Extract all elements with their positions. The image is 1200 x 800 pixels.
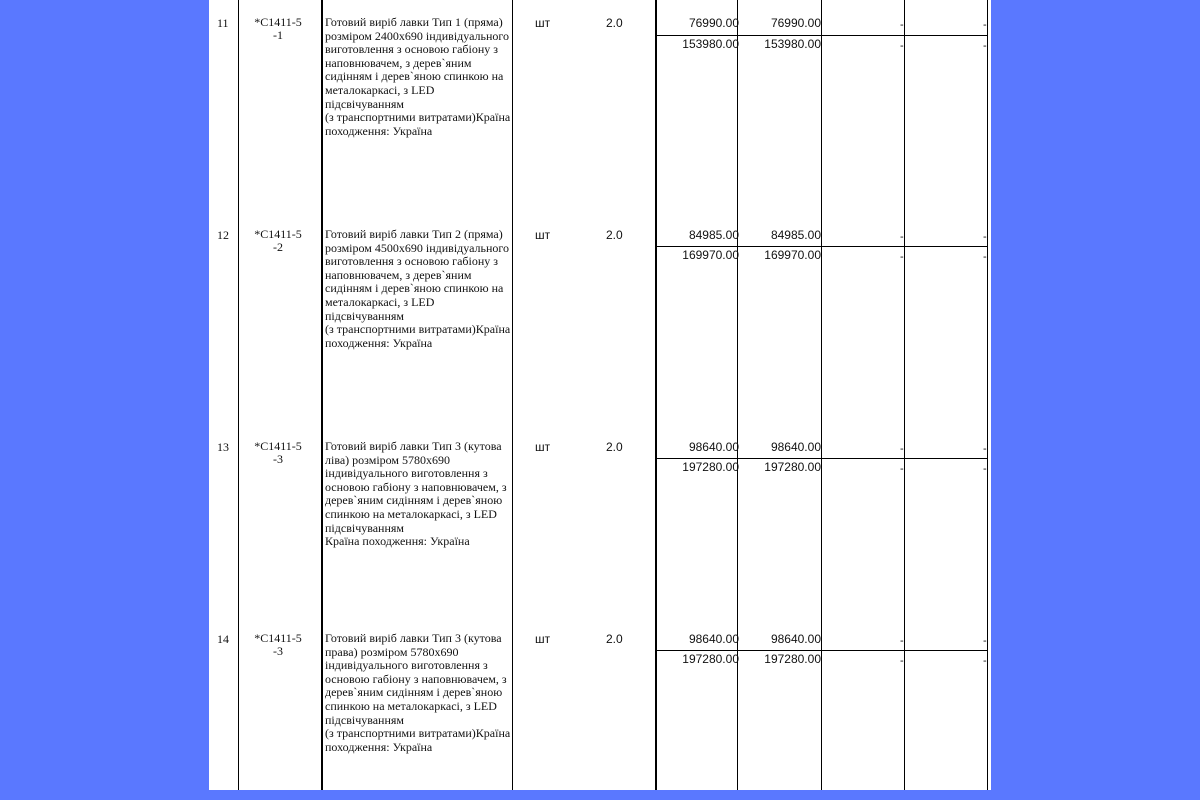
- row-number: 13: [217, 440, 229, 454]
- total-sum: 197280.00: [682, 460, 739, 474]
- total-sum: 169970.00: [682, 248, 739, 262]
- item-description: Готовий виріб лавки Тип 2 (пряма) розміром 4500х690 індивідуального виготовлення з основою габіону з наповнювачем, з дерев`яним сидінням і дерев`яною спинкою на металокаркасі, з LED підсвічуванням (з транспортними витратами)Країна походження: Україна: [325, 227, 511, 350]
- total-sum: 153980.00: [682, 37, 739, 51]
- unit-label: шт: [535, 16, 551, 30]
- price-split-line: [655, 35, 987, 36]
- total-sum: 197280.00: [682, 652, 739, 666]
- empty-value-dash: -: [983, 251, 987, 263]
- unit-price: 98640.00: [688, 440, 739, 454]
- unit-price-vat: 76990.00: [770, 16, 821, 30]
- column-rule: [904, 0, 905, 790]
- empty-value-dash: -: [900, 40, 904, 52]
- item-description: Готовий виріб лавки Тип 1 (пряма) розміром 2400х690 індивідуального виготовлення з основою габіону з наповнювачем, з дерев`яним сидінням і дерев`яною спинкою на металокаркасі, з LED підсвічуванням (з транспортними витратами)Країна походження: Україна: [325, 15, 511, 138]
- empty-value-dash: -: [983, 40, 987, 52]
- empty-value-dash: -: [983, 19, 987, 31]
- unit-price-vat: 98640.00: [770, 440, 821, 454]
- quantity: 2.0: [606, 632, 623, 646]
- empty-value-dash: -: [900, 19, 904, 31]
- unit-price: 84985.00: [688, 228, 739, 242]
- unit-price: 76990.00: [688, 16, 739, 30]
- total-sum-vat: 169970.00: [764, 248, 821, 262]
- item-description: Готовий виріб лавки Тип 3 (кутова права) розміром 5780х690 індивідуального виготовлення з основою габіону з наповнювачем, з дерев`яним сидінням і дерев`яною спинкою на металокаркасі, з LED підсвічуванням (з транспортними витратами)Країна походження: Україна: [325, 631, 511, 754]
- row-number: 12: [217, 228, 229, 242]
- empty-value-dash: -: [983, 635, 987, 647]
- total-sum-vat: 197280.00: [764, 460, 821, 474]
- empty-value-dash: -: [900, 231, 904, 243]
- empty-value-dash: -: [900, 443, 904, 455]
- price-split-line: [655, 650, 987, 651]
- column-rule: [321, 0, 323, 790]
- unit-label: шт: [535, 440, 551, 454]
- quantity: 2.0: [606, 16, 623, 30]
- price-split-line: [655, 246, 987, 247]
- unit-price: 98640.00: [688, 632, 739, 646]
- empty-value-dash: -: [983, 231, 987, 243]
- scanned-document-page: [209, 0, 991, 790]
- column-rule: [821, 0, 822, 790]
- empty-value-dash: -: [900, 655, 904, 667]
- empty-value-dash: -: [900, 251, 904, 263]
- price-split-line: [655, 458, 987, 459]
- unit-label: шт: [535, 228, 551, 242]
- total-sum-vat: 153980.00: [764, 37, 821, 51]
- item-code: *C1411-5 -2: [254, 227, 302, 254]
- unit-label: шт: [535, 632, 551, 646]
- empty-value-dash: -: [983, 655, 987, 667]
- empty-value-dash: -: [900, 635, 904, 647]
- empty-value-dash: -: [983, 463, 987, 475]
- item-description: Готовий виріб лавки Тип 3 (кутова ліва) розміром 5780х690 індивідуального виготовлення з основою габіону з наповнювачем, з дерев`яним сидінням і дерев`яною спинкою на металокаркасі, з LED підсвічуванням Країна походження: Україна: [325, 439, 507, 549]
- empty-value-dash: -: [983, 443, 987, 455]
- row-number: 11: [217, 16, 229, 30]
- unit-price-vat: 84985.00: [770, 228, 821, 242]
- item-code: *C1411-5 -3: [254, 439, 302, 466]
- item-code: *C1411-5 -3: [254, 631, 302, 658]
- column-rule: [987, 0, 988, 790]
- row-number: 14: [217, 632, 229, 646]
- quantity: 2.0: [606, 228, 623, 242]
- total-sum-vat: 197280.00: [764, 652, 821, 666]
- column-rule: [238, 0, 239, 790]
- item-code: *C1411-5 -1: [254, 15, 302, 42]
- unit-price-vat: 98640.00: [770, 632, 821, 646]
- empty-value-dash: -: [900, 463, 904, 475]
- column-rule: [737, 0, 738, 790]
- quantity: 2.0: [606, 440, 623, 454]
- column-rule: [655, 0, 657, 790]
